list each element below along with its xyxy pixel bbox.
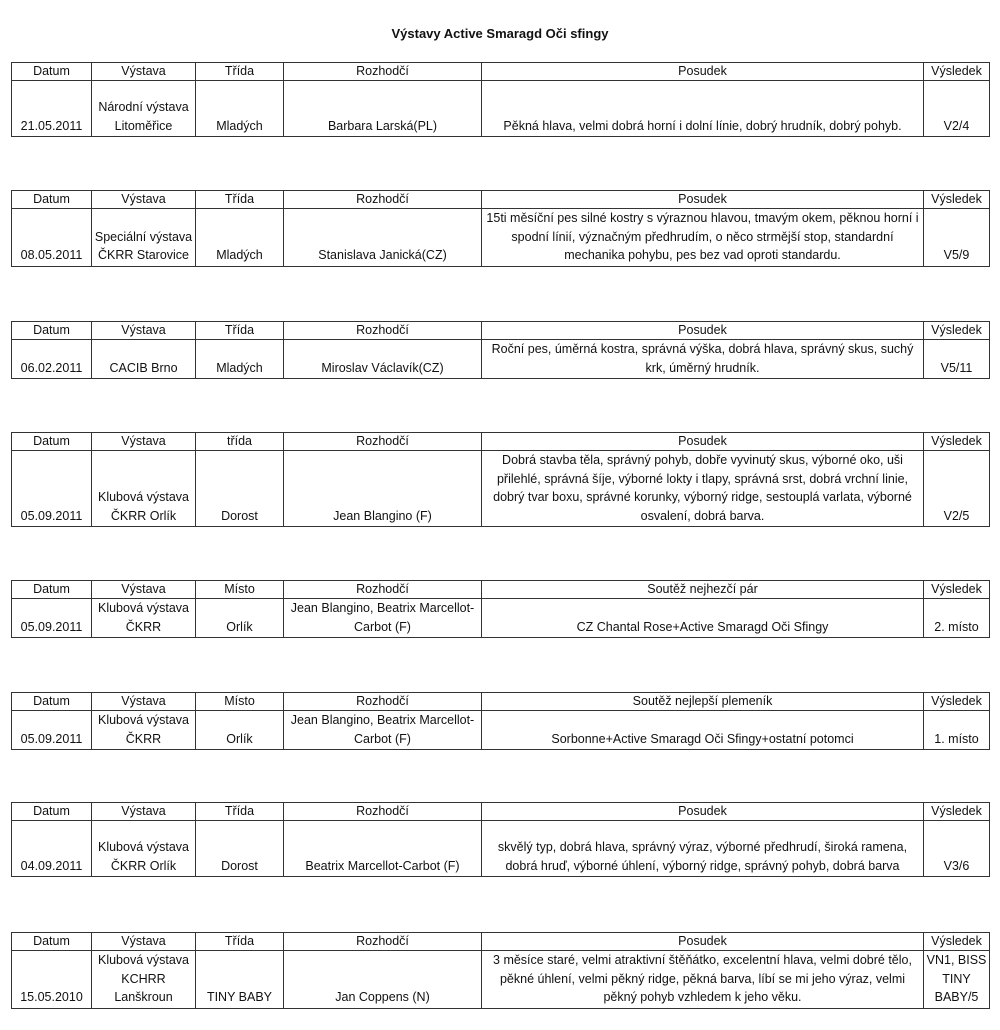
column-header-vysledek: Výsledek [924,63,990,81]
column-header-posudek: Posudek [482,322,924,340]
cell-vystava: Klubová výstava ČKRR [92,599,196,638]
column-header-rozhodci: Rozhodčí [284,693,482,711]
cell-posudek: Sorbonne+Active Smaragd Oči Sfingy+ostatní potomci [482,711,924,750]
cell-rozhodci: Beatrix Marcellot-Carbot (F) [284,821,482,877]
table-row [12,451,990,527]
column-header-vystava: Výstava [92,191,196,209]
show-table [11,321,990,379]
cell-datum: 08.05.2011 [12,209,92,267]
column-header-vysledek: Výsledek [924,933,990,951]
column-header-posudek: Soutěž nejhezčí pár [482,581,924,599]
cell-trida: Orlík [196,599,284,638]
column-header-datum: Datum [12,803,92,821]
table-row [12,340,990,379]
cell-vystava: Národní výstava Litoměřice [92,81,196,137]
column-header-rozhodci: Rozhodčí [284,933,482,951]
column-header-trida: Třída [196,322,284,340]
column-header-vysledek: Výsledek [924,581,990,599]
cell-vysledek: 2. místo [924,599,990,638]
column-header-vystava: Výstava [92,803,196,821]
table-header-row [12,191,990,209]
cell-vystava: Speciální výstava ČKRR Starovice [92,209,196,267]
column-header-rozhodci: Rozhodčí [284,322,482,340]
cell-datum: 05.09.2011 [12,711,92,750]
cell-posudek: CZ Chantal Rose+Active Smaragd Oči Sfingy [482,599,924,638]
cell-trida: Orlík [196,711,284,750]
column-header-vystava: Výstava [92,693,196,711]
cell-vystava: Klubová výstava KCHRR Lanškroun [92,951,196,1009]
column-header-vysledek: Výsledek [924,803,990,821]
cell-posudek: Roční pes, úměrná kostra, správná výška, dobrá hlava, správný skus, suchý krk, úměrný hrudník. [482,340,924,379]
cell-trida: Dorost [196,821,284,877]
column-header-vystava: Výstava [92,433,196,451]
cell-rozhodci: Miroslav Václavík(CZ) [284,340,482,379]
column-header-rozhodci: Rozhodčí [284,803,482,821]
column-header-rozhodci: Rozhodčí [284,63,482,81]
cell-vysledek: VN1, BISS TINY BABY/5 [924,951,990,1009]
cell-datum: 05.09.2011 [12,451,92,527]
cell-posudek: Pěkná hlava, velmi dobrá horní i dolní línie, dobrý hrudník, dobrý pohyb. [482,81,924,137]
cell-datum: 04.09.2011 [12,821,92,877]
column-header-rozhodci: Rozhodčí [284,581,482,599]
cell-vystava: Klubová výstava ČKRR [92,711,196,750]
cell-vysledek: V3/6 [924,821,990,877]
table-row [12,209,990,267]
show-table [11,432,990,527]
cell-trida: TINY BABY [196,951,284,1009]
column-header-trida: Třída [196,63,284,81]
cell-vystava: Klubová výstava ČKRR Orlík [92,451,196,527]
cell-datum: 06.02.2011 [12,340,92,379]
cell-vysledek: V5/11 [924,340,990,379]
show-table [11,62,990,137]
cell-rozhodci: Jean Blangino (F) [284,451,482,527]
column-header-trida: Místo [196,581,284,599]
cell-posudek: Dobrá stavba těla, správný pohyb, dobře vyvinutý skus, výborné oko, uši přilehlé, správná šíje, výborné lokty i tlapy, správná srst, dobrá vrchní linie, dobrý tvar boxu, správné korunky, výborný ridge, sestouplá varlata, výborné osvalení, dobrá barva. [482,451,924,527]
cell-trida: Mladých [196,209,284,267]
cell-vystava: Klubová výstava ČKRR Orlík [92,821,196,877]
cell-posudek: 15ti měsíční pes silné kostry s výraznou hlavou, tmavým okem, pěknou horní i spodní línií, význačným předhrudím, o něco strmější stop, standardní mechanika pohybu, pes bez vad oproti standardu. [482,209,924,267]
column-header-datum: Datum [12,693,92,711]
cell-datum: 05.09.2011 [12,599,92,638]
cell-rozhodci: Stanislava Janická(CZ) [284,209,482,267]
column-header-trida: Třída [196,803,284,821]
cell-trida: Dorost [196,451,284,527]
column-header-trida: Místo [196,693,284,711]
table-header-row [12,933,990,951]
table-header-row [12,803,990,821]
cell-vysledek: V5/9 [924,209,990,267]
column-header-vystava: Výstava [92,322,196,340]
column-header-vystava: Výstava [92,63,196,81]
show-table [11,580,990,638]
cell-datum: 15.05.2010 [12,951,92,1009]
page-title: Výstavy Active Smaragd Oči sfingy [391,26,609,41]
column-header-datum: Datum [12,933,92,951]
column-header-datum: Datum [12,63,92,81]
column-header-vystava: Výstava [92,581,196,599]
show-table [11,802,990,877]
column-header-vysledek: Výsledek [924,322,990,340]
column-header-trida: Třída [196,191,284,209]
column-header-trida: třída [196,433,284,451]
table-row [12,821,990,877]
table-row [12,711,990,750]
column-header-posudek: Posudek [482,63,924,81]
cell-datum: 21.05.2011 [12,81,92,137]
column-header-posudek: Soutěž nejlepší plemeník [482,693,924,711]
show-table [11,932,990,1009]
cell-vysledek: V2/4 [924,81,990,137]
table-header-row [12,581,990,599]
cell-rozhodci: Jan Coppens (N) [284,951,482,1009]
column-header-vysledek: Výsledek [924,693,990,711]
show-table [11,692,990,750]
column-header-datum: Datum [12,322,92,340]
cell-trida: Mladých [196,340,284,379]
column-header-datum: Datum [12,581,92,599]
column-header-vystava: Výstava [92,933,196,951]
column-header-vysledek: Výsledek [924,433,990,451]
column-header-rozhodci: Rozhodčí [284,191,482,209]
cell-rozhodci: Barbara Larská(PL) [284,81,482,137]
column-header-posudek: Posudek [482,933,924,951]
column-header-posudek: Posudek [482,191,924,209]
table-row [12,951,990,1009]
column-header-rozhodci: Rozhodčí [284,433,482,451]
table-header-row [12,322,990,340]
table-header-row [12,63,990,81]
table-row [12,81,990,137]
cell-rozhodci: Jean Blangino, Beatrix Marcellot-Carbot (F) [284,599,482,638]
show-table [11,190,990,267]
cell-vystava: CACIB Brno [92,340,196,379]
column-header-datum: Datum [12,191,92,209]
cell-posudek: skvělý typ, dobrá hlava, správný výraz, výborné předhrudí, široká ramena, dobrá hruď, výborné úhlení, výborný ridge, správný pohyb, dobrá barva [482,821,924,877]
column-header-posudek: Posudek [482,803,924,821]
table-row [12,599,990,638]
column-header-posudek: Posudek [482,433,924,451]
cell-posudek: 3 měsíce staré, velmi atraktivní štěňátko, excelentní hlava, velmi dobré tělo, pěkné úhlení, velmi pěkný ridge, pěkná barva, líbí se mi jeho výraz, velmi pěkný pohyb vzhledem k jeho věku. [482,951,924,1009]
column-header-datum: Datum [12,433,92,451]
cell-rozhodci: Jean Blangino, Beatrix Marcellot-Carbot (F) [284,711,482,750]
table-header-row [12,433,990,451]
cell-vysledek: V2/5 [924,451,990,527]
cell-vysledek: 1. místo [924,711,990,750]
cell-trida: Mladých [196,81,284,137]
table-header-row [12,693,990,711]
column-header-vysledek: Výsledek [924,191,990,209]
column-header-trida: Třída [196,933,284,951]
